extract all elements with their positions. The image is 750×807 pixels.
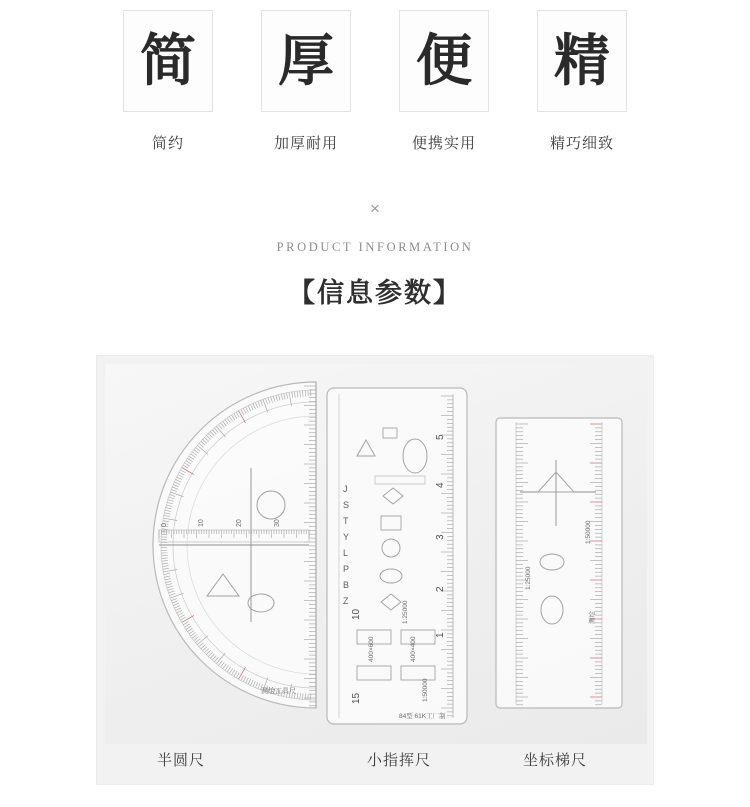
mid-ruler-illustration: [323, 384, 473, 729]
mid-scale-note-50000: 1:50000: [422, 678, 429, 702]
feature-item-2: [256, 10, 356, 153]
mid-scale-1: 1: [435, 632, 446, 638]
feature-label-2: 加厚耐用: [273, 135, 338, 152]
product-photo-image: [105, 364, 647, 744]
feature-char-4: 精: [554, 28, 610, 94]
mid-scale-4: 4: [435, 482, 446, 488]
mid-letter-Z: Z: [343, 596, 349, 606]
semicircle-mark-10: 10: [198, 519, 205, 527]
feature-row: [0, 0, 750, 175]
mid-size-note-400x400: 400×400: [410, 636, 417, 662]
mid-letter-L: L: [343, 548, 349, 558]
feature-box-2: [261, 10, 351, 112]
feature-label-1: 简约: [151, 135, 184, 152]
semicircle-bottom-label: 测绘工具尺: [261, 688, 296, 695]
caption-semicircle-ruler: 半圆尺: [157, 751, 206, 769]
product-photo-panel: [96, 355, 654, 785]
coord-scale-note-25000: 1:25000: [525, 566, 532, 590]
feature-item-3: [394, 10, 494, 153]
feature-char-2: 厚: [278, 28, 334, 94]
section-chinese-title: 【信息参数】: [288, 278, 462, 309]
semicircle-ruler-illustration: [111, 372, 326, 717]
photo-caption-row: [105, 742, 647, 776]
feature-box-4: [537, 10, 627, 112]
mid-letter-P: P: [343, 564, 350, 574]
feature-label-4: 精巧细致: [549, 135, 614, 152]
semicircle-mark-0: 0: [161, 523, 168, 527]
section-heading: [0, 200, 750, 310]
mid-letter-B: B: [343, 580, 350, 590]
feature-char-1: 简: [140, 28, 196, 94]
feature-box-3: [399, 10, 489, 112]
feature-box-1: [123, 10, 213, 112]
coordinate-ruler-illustration: [490, 414, 630, 714]
mid-scale-15: 15: [351, 692, 362, 704]
mid-letter-T: T: [343, 516, 349, 526]
divider-x-icon: ×: [370, 199, 380, 218]
semicircle-mark-20: 20: [236, 519, 243, 527]
feature-item-1: [118, 10, 218, 153]
feature-label-3: 便携实用: [411, 135, 476, 152]
feature-char-3: 便: [416, 28, 472, 94]
caption-mid-ruler: 小指挥尺: [367, 751, 432, 769]
section-english-title: PRODUCT INFORMATION: [276, 240, 474, 254]
coord-brand-text: 测绘: [589, 611, 596, 624]
feature-item-4: [532, 10, 632, 153]
mid-scale-10: 10: [351, 608, 362, 620]
semicircle-mark-30: 30: [274, 519, 281, 527]
mid-letter-J: J: [343, 484, 348, 494]
mid-scale-2: 2: [435, 586, 446, 592]
mid-scale-3: 3: [435, 534, 446, 540]
mid-model-text: 84型 61K工厂制: [399, 713, 446, 720]
coord-scale-note-50000: 1:50000: [585, 520, 592, 544]
caption-coordinate-ruler: 坐标梯尺: [523, 751, 588, 769]
mid-letter-Y: Y: [343, 532, 350, 542]
mid-scale-5: 5: [435, 434, 446, 440]
mid-scale-note-25000: 1:25000: [402, 600, 409, 624]
mid-letter-S: S: [343, 500, 350, 510]
mid-size-note-400x600: 400×600: [368, 636, 375, 662]
